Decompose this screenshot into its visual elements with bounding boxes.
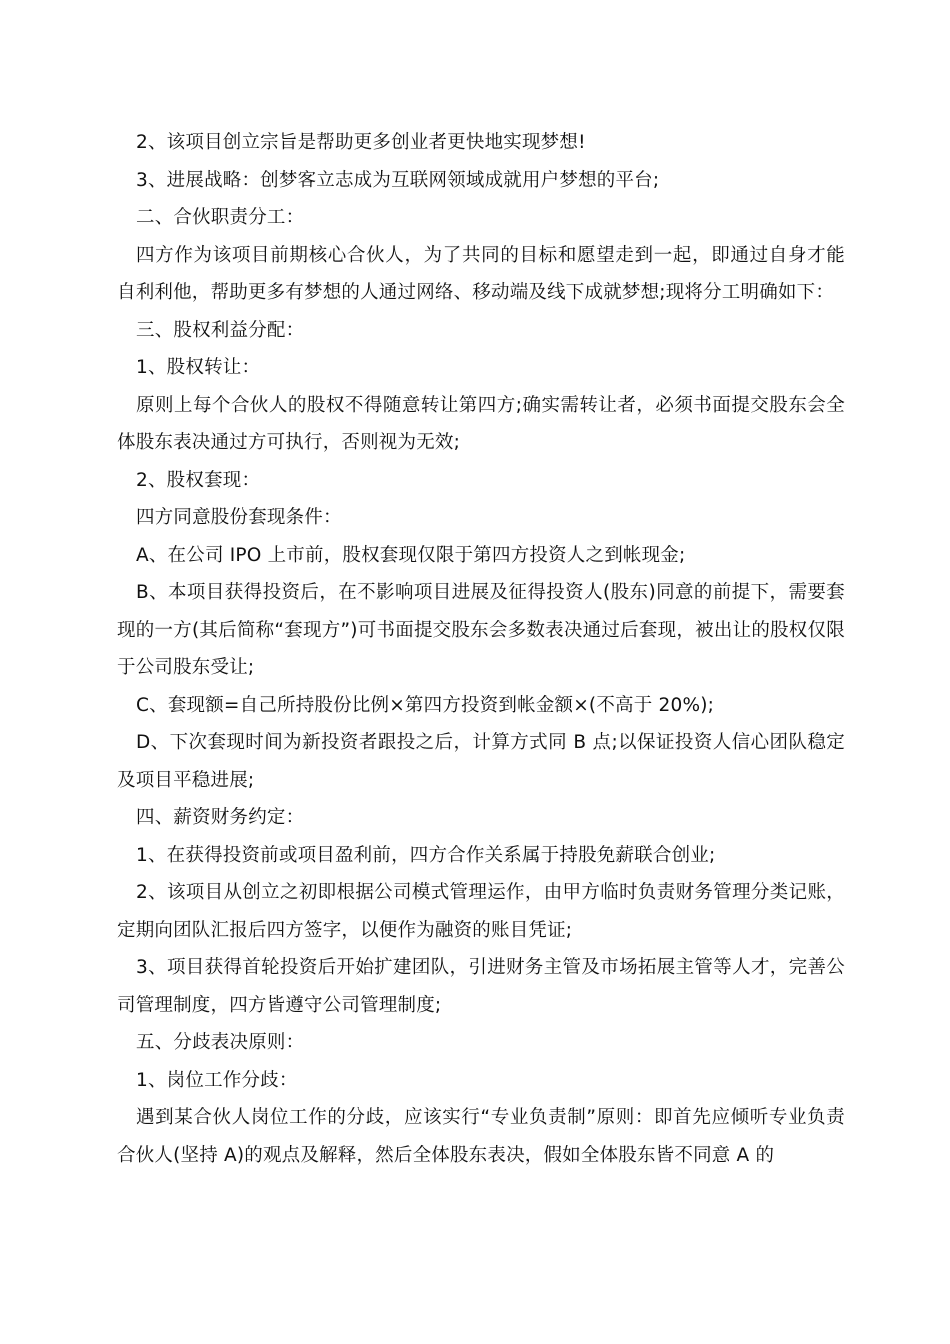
clause-a: A、在公司 IPO 上市前，股权套现仅限于第四方投资人之到帐现金; (136, 544, 686, 566)
clause-c: C、套现额=自己所持股份比例×第四方投资到帐金额×(不高于 20%); (136, 694, 715, 716)
subheading-job-disputes: 1、岗位工作分歧： (136, 1069, 298, 1091)
paragraph-cashout-conditions: 四方同意股份套现条件： (136, 507, 342, 528)
paragraph-equity-transfer: 原则上每个合伙人的股权不得随意转让第四方;确实需转让者，必须书面提交股东会全体股东表决通过方可执行，否则视为无效; (117, 394, 845, 453)
heading-equity-distribution: 三、股权利益分配： (136, 319, 305, 341)
paragraph-partner-duties: 四方作为该项目前期核心合伙人，为了共同的目标和愿望走到一起，即通过自身才能自利利他，帮助更多有梦想的人通过网络、移动端及线下成就梦想;现将分工明确如下： (117, 244, 845, 303)
paragraph-salary-2: 2、该项目从创立之初即根据公司模式管理运作，由甲方临时负责财务管理分类记账，定期向团队汇报后四方签字，以便作为融资的账目凭证; (117, 882, 845, 941)
heading-partner-duties: 二、合伙职责分工： (136, 207, 305, 228)
subheading-equity-transfer: 1、股权转让： (136, 357, 261, 378)
paragraph-salary-1: 1、在获得投资前或项目盈利前，四方合作关系属于持股免薪联合创业; (136, 844, 716, 866)
document-body (117, 124, 845, 1174)
paragraph-strategy: 3、进展战略：创梦客立志成为互联网领域成就用户梦想的平台; (136, 169, 660, 191)
heading-salary-finance: 四、薪资财务约定： (136, 807, 305, 828)
clause-d: D、下次套现时间为新投资者跟投之后，计算方式同 B 点;以保证投资人信心团队稳定及项目平稳进展; (117, 732, 845, 791)
paragraph-job-disputes: 遇到某合伙人岗位工作的分歧，应该实行“专业负责制”原则：即首先应倾听专业负责合伙人(坚持 A)的观点及解释，然后全体股东表决，假如全体股东皆不同意 A 的 (117, 1107, 845, 1166)
paragraph-purpose: 2、该项目创立宗旨是帮助更多创业者更快地实现梦想! (136, 132, 586, 153)
heading-dispute-resolution: 五、分歧表决原则： (136, 1032, 305, 1053)
clause-b: B、本项目获得投资后，在不影响项目进展及征得投资人(股东)同意的前提下，需要套现的一方(其后简称“套现方”)可书面提交股东会多数表决通过后套现，被出让的股权仅限于公司股东受让; (117, 582, 845, 678)
paragraph-salary-3: 3、项目获得首轮投资后开始扩建团队，引进财务主管及市场拓展主管等人才，完善公司管理制度，四方皆遵守公司管理制度; (117, 957, 845, 1016)
subheading-equity-cashout: 2、股权套现： (136, 469, 261, 491)
